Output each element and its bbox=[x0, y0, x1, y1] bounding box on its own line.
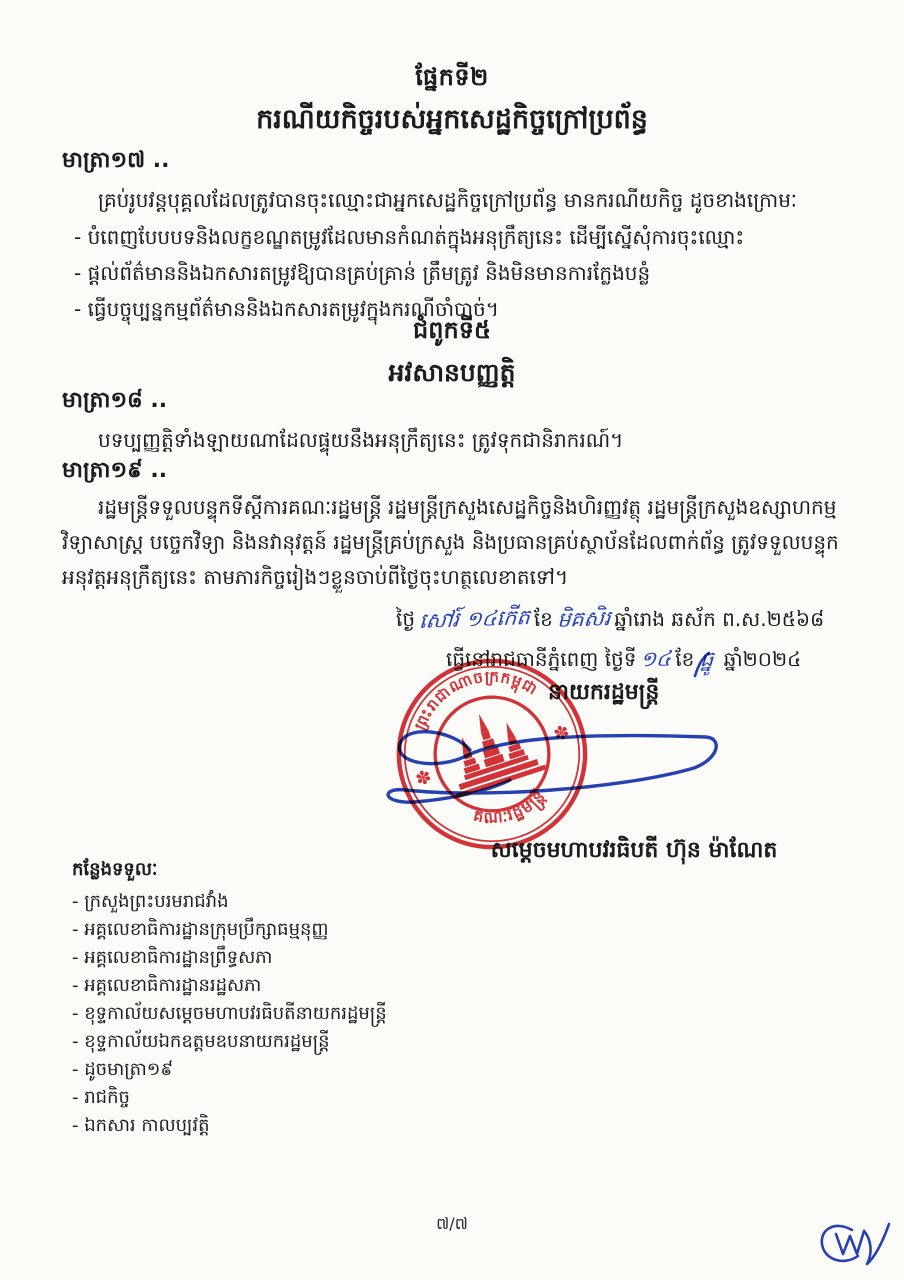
signature-ink bbox=[358, 712, 730, 812]
chapter-number: ជំពូកទី៥ bbox=[413, 316, 491, 344]
article-17-bullet: - ធ្វើបច្ចុប្បន្នកម្មព័ត៌មាននិងឯកសារតម្រូវក្នុងករណីចាំបាច់។ bbox=[74, 297, 499, 321]
signer-name: សម្តេចមហាបវរធិបតី ហ៊ុន ម៉ាណែត bbox=[490, 838, 778, 863]
initial-paraph-mark bbox=[816, 1218, 894, 1272]
article-17-label: មាត្រា១៧ .. bbox=[62, 148, 170, 173]
seal-star-right-icon: ✽ bbox=[551, 721, 573, 747]
recipient-item: - ខុទ្ទកាល័យសម្តេចមហាបវរធិបតីនាយករដ្ឋមន្ត្រី bbox=[72, 1003, 387, 1024]
recipient-item: - រាជកិច្ច bbox=[72, 1087, 130, 1108]
dateline-solar-suffix: ឆ្នាំ២០២៤ bbox=[723, 647, 802, 671]
recipients-list bbox=[72, 856, 492, 1140]
recipient-item: - ឯកសារ កាលប្បវត្តិ bbox=[72, 1115, 210, 1136]
handwritten-solar-day: ១៤ bbox=[639, 646, 673, 672]
section-title: ករណីយកិច្ចរបស់អ្នកសេដ្ឋកិច្ចក្រៅប្រព័ន្ធ bbox=[256, 104, 648, 135]
dateline-lunar-suffix: ឆ្នាំរោង ឆស័ក ព.ស.២៥៦៨ bbox=[614, 607, 825, 631]
dateline-solar-month-label: ខែ bbox=[675, 647, 695, 671]
recipient-item: - អគ្គលេខាធិការដ្ឋានរដ្ឋសភា bbox=[72, 975, 262, 996]
article-18-body: បទប្បញ្ញត្តិទាំងឡាយណាដែលផ្ទុយនឹងអនុក្រឹត្យនេះ ត្រូវទុកជានិរាករណ៍។ bbox=[98, 428, 624, 452]
chapter-heading bbox=[0, 315, 904, 394]
recipient-item: - ខុទ្ទកាល័យឯកឧត្តមឧបនាយករដ្ឋមន្ត្រី bbox=[72, 1031, 330, 1052]
seal-top-text: ព្រះរាជាណាចក្រកម្ពុជា bbox=[410, 667, 542, 733]
dateline-lunar bbox=[396, 606, 824, 637]
seal-bottom-text: គណៈរដ្ឋមន្ត្រី bbox=[471, 785, 550, 828]
section-heading bbox=[0, 62, 904, 142]
article-17-bullets bbox=[74, 219, 864, 327]
recipient-item: - អគ្គលេខាធិការដ្ឋានព្រឹទ្ធសភា bbox=[72, 947, 273, 968]
section-number: ផ្នែកទី២ bbox=[415, 63, 489, 91]
seal-star-left-icon: ✽ bbox=[413, 766, 435, 792]
page-number: ៧/៧ bbox=[436, 1214, 468, 1233]
handwritten-lunar-day: សៅរ៍ ១៤កើត bbox=[418, 605, 531, 633]
recipients-header: កន្លែងទទួលៈ bbox=[72, 859, 158, 880]
article-17-bullet: - បំពេញបែបបទនិងលក្ខខណ្ឌតម្រូវដែលមានកំណត់ក្នុងអនុក្រឹត្យនេះ ដើម្បីស្នើសុំការចុះឈ្មោះ bbox=[74, 225, 745, 249]
pen-tick-mark bbox=[690, 650, 714, 680]
dateline-lunar-month-label: ខែ bbox=[533, 607, 553, 631]
dateline-lunar-prefix: ថ្ងៃ bbox=[396, 607, 416, 631]
chapter-title: អវសានបញ្ញត្តិ bbox=[388, 358, 516, 387]
article-17-bullet: - ផ្តល់ព័ត៌មាននិងឯកសារតម្រូវឱ្យបានគ្រប់គ្រាន់ ត្រឹមត្រូវ និងមិនមានការក្លែងបន្លំ bbox=[74, 261, 651, 285]
article-19-label: មាត្រា១៩ .. bbox=[62, 458, 168, 483]
article-19-body: រដ្ឋមន្ត្រីទទួលបន្ទុកទីស្តីការគណៈរដ្ឋមន្ត្រី រដ្ឋមន្ត្រីក្រសួងសេដ្ឋកិច្ចនិងហិរញ្ញវត្ថុ រដ្ឋមន្ត្រីក្រសួងឧស្សាហកម្ម វិទ្យាសាស្ត្រ បច្ចេកវិទ្យា និងនវានុវត្តន៍ រដ្ឋមន្ត្រីគ្រប់ក្រសួង និងប្រធានគ្រប់ស្ថាប័នដែលពាក់ព័ន្ធ ត្រូវទទួលបន្ទុកអនុវត្តអនុក្រឹត្យនេះ តាមភារកិច្ចរៀងៗខ្លួនចាប់ពីថ្ងៃចុះហត្ថលេខាតទៅ។ bbox=[62, 495, 839, 589]
handwritten-solar-month: ធ្នូ bbox=[699, 646, 715, 672]
article-18-label: មាត្រា១៨ .. bbox=[62, 388, 168, 413]
handwritten-lunar-month: មិគសិរ bbox=[556, 606, 612, 632]
article-17-intro: គ្រប់រូបវន្តបុគ្គលដែលត្រូវបានចុះឈ្មោះជាអ្នកសេដ្ឋកិច្ចក្រៅប្រព័ន្ធ មានករណីយកិច្ច ដូចខាងក្រោមៈ bbox=[98, 188, 797, 212]
recipient-item: - ក្រសួងព្រះបរមរាជវាំង bbox=[72, 891, 229, 912]
dateline-solar-prefix: ធ្វើនៅរាជធានីភ្នំពេញ ថ្ងៃទី bbox=[446, 647, 637, 671]
signer-title: នាយករដ្ឋមន្ត្រី bbox=[548, 680, 660, 705]
recipient-item: - អគ្គលេខាធិការដ្ឋានក្រុមប្រឹក្សាធម្មនុញ្ញ bbox=[72, 919, 329, 940]
recipient-item: - ដូចមាត្រា១៩ bbox=[72, 1059, 174, 1080]
